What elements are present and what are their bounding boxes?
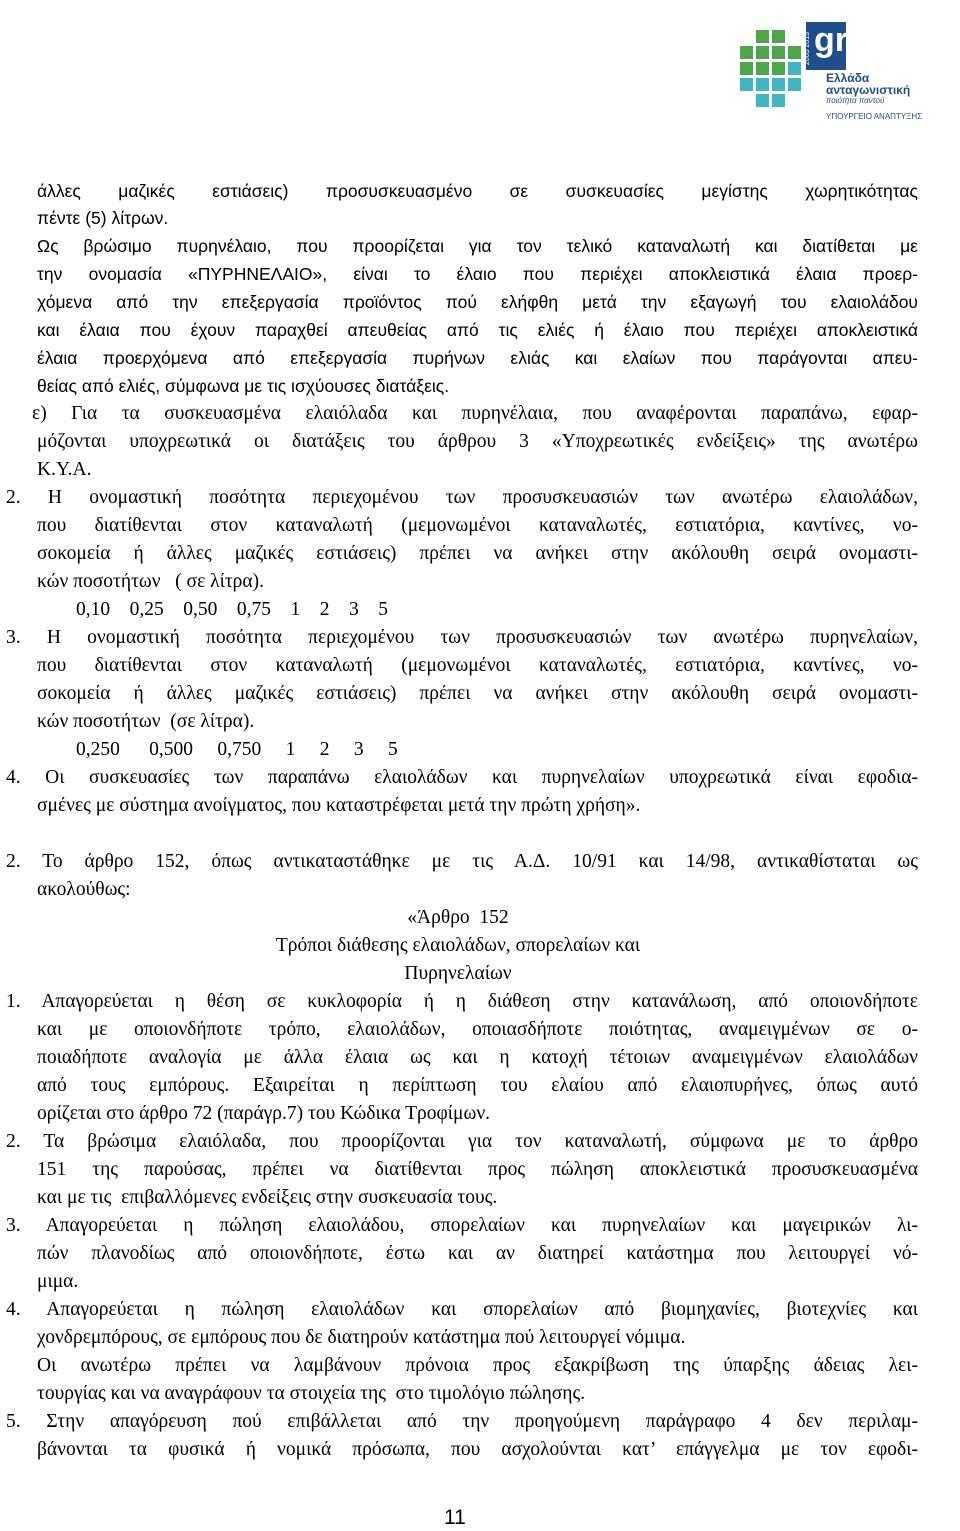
text-line: που διατίθενται στον καταναλωτή (μεμονωμένοι καταναλωτές, εστιατόρια, καντίνες, νο-	[37, 655, 918, 676]
logo-line3: ποιότητα παντού	[826, 96, 885, 105]
text-line: θείας από ελιές, σύμφωνα με τις ισχύουσες διατάξεις.	[37, 376, 450, 396]
quantity-list: 0,10 0,25 0,50 0,75 1 2 3 5	[76, 599, 388, 620]
text-line: χόμενα από την επεξεργασία προϊόντος πού ελήφθη μετά την εξαγωγή του ελαιολάδου	[37, 292, 918, 312]
text-line: ε) Για τα συσκευασμένα ελαιόλαδα και πυρηνέλαια, που αναφέρονται παραπάνω, εφαρ-	[32, 403, 918, 424]
text-line: σμένες με σύστημα ανοίγματος, που καταστρέφεται μετά την πρώτη χρήση».	[37, 795, 641, 816]
text-line: σοκομεία ή άλλες μαζικές εστιάσεις) πρέπει να ανήκει στην ακόλουθη σειρά ονομαστι-	[37, 543, 918, 564]
logo-line2: ανταγωνιστική	[826, 83, 911, 97]
logo-line1: Ελλάδα	[826, 71, 870, 85]
text-line: 1. Απαγορεύεται η θέση σε κυκλοφορία ή η διάθεση στην κατανάλωση, από οποιονδήποτε	[6, 991, 918, 1012]
text-line: 3. Η ονομαστική ποσότητα περιεχομένου των προσυσκευασιών των ανωτέρω πυρηνελαίων,	[6, 627, 918, 648]
text-line: μιμα.	[37, 1271, 79, 1292]
text-line: κών ποσοτήτων ( σε λίτρα).	[37, 571, 264, 592]
text-line: Κ.Υ.Α.	[37, 459, 92, 480]
text-line: πών πλανοδίως από οποιονδήποτε, έστω και αν διατηρεί κατάστημα που λειτουργεί νό-	[37, 1243, 918, 1264]
logo-years: 2005 2013	[804, 32, 811, 66]
text-line: που διατίθενται στον καταναλωτή (μεμονωμένοι καταναλωτές, εστιατόρια, καντίνες, νο-	[37, 515, 918, 536]
text-line: έλαια προερχόμενα από επεξεργασία πυρήνων ελιάς και ελαίων που παράγονται απευ-	[37, 348, 918, 368]
text-line: βάνονται τα φυσικά ή νομικά πρόσωπα, που ασχολούνται κατ’ επάγγελμα με τον εφοδι-	[37, 1439, 918, 1460]
text-line: και με τις επιβαλλόμενες ενδείξεις στην συσκευασία τους.	[37, 1187, 498, 1208]
article-title: Τρόποι διάθεσης ελαιολάδων, σπορελαίων και	[275, 935, 641, 956]
text-line: 4. Οι συσκευασίες των παραπάνω ελαιολάδων και πυρηνελαίων υποχρεωτικά είναι εφοδια-	[6, 767, 918, 788]
logo	[736, 20, 926, 124]
text-line: κών ποσοτήτων (σε λίτρα).	[37, 711, 255, 732]
text-line: Ως βρώσιμο πυρηνέλαιο, που προορίζεται για τον τελικό καταναλωτή και διατίθεται με	[37, 236, 918, 256]
text-line: την ονομασία «ΠΥΡΗΝΕΛΑΙΟ», είναι το έλαιο που περιέχει αποκλειστικά έλαια προερ-	[37, 264, 918, 284]
text-line: 2. Τα βρώσιμα ελαιόλαδα, που προορίζονται για τον καταναλωτή, σύμφωνα με το άρθρο	[6, 1131, 918, 1152]
text-line: χονδρεμπόρους, σε εμπόρους που δε διατηρούν κατάστημα πού λειτουργεί νόμιμα.	[37, 1327, 686, 1348]
text-line: 2. Η ονομαστική ποσότητα περιεχομένου των προσυσκευασιών των ανωτέρω ελαιολάδων,	[6, 487, 918, 508]
text-line: και έλαια που έχουν παραχθεί απευθείας από τις ελιές ή έλαιο που περιέχει αποκλειστικά	[37, 320, 918, 340]
text-line: και με οποιονδήποτε τρόπο, ελαιολάδων, οποιασδήποτε ποιότητας, αναμειγμένων σε ο-	[37, 1019, 918, 1040]
text-line: σοκομεία ή άλλες μαζικές εστιάσεις) πρέπει να ανήκει στην ακόλουθη σειρά ονομαστι-	[37, 683, 918, 704]
logo-line4: ΥΠΟΥΡΓΕΙΟ ΑΝΑΠΤΥΞΗΣ	[826, 112, 923, 121]
page-number: 11	[444, 1506, 466, 1529]
text-line: Οι ανωτέρω πρέπει να λαμβάνουν πρόνοια προς εξακρίβωση της ύπαρξης άδειας λει-	[37, 1355, 918, 1376]
article-title: Πυρηνελαίων	[404, 963, 512, 984]
text-line: 151 της παρούσας, πρέπει να διατίθενται προς πώληση αποκλειστικά προσυσκευασμένα	[37, 1159, 918, 1180]
article-heading: «Άρθρο 152	[407, 907, 509, 928]
logo-badge-text: gr	[814, 21, 848, 59]
quantity-list: 0,250 0,500 0,750 1 2 3 5	[76, 739, 398, 760]
text-line: 2. Το άρθρο 152, όπως αντικαταστάθηκε με τις Α.Δ. 10/91 και 14/98, αντικαθίσταται ως	[6, 851, 918, 872]
text-line: 4. Απαγορεύεται η πώληση ελαιολάδων και σπορελαίων από βιομηχανίες, βιοτεχνίες και	[6, 1299, 918, 1320]
text-line: 5. Στην απαγόρευση πού επιβάλλεται από την προηγούμενη παράγραφο 4 δεν περιλαμ-	[6, 1411, 918, 1432]
text-line: από τους εμπόρους. Εξαιρείται η περίπτωση του ελαίου από ελαιοπυρήνες, όπως αυτό	[37, 1075, 918, 1096]
text-line: τουργίας και να αναγράφουν τα στοιχεία της στο τιμολόγιο πώλησης.	[37, 1383, 586, 1404]
text-line: μόζονται υποχρεωτικά οι διατάξεις του άρθρου 3 «Υποχρεωτικές ενδείξεις» της ανωτέρω	[37, 431, 918, 452]
text-line: άλλες μαζικές εστιάσεις) προσυσκευασμένο σε συσκευασίες μεγίστης χωρητικότητας	[37, 181, 918, 201]
text-line: πέντε (5) λίτρων.	[37, 208, 169, 228]
text-line: ποιαδήποτε αναλογία με άλλα έλαια ως και η κατοχή τέτοιων αναμειγμένων ελαιολάδων	[37, 1047, 918, 1068]
text-line: ορίζεται στο άρθρο 72 (παράγρ.7) του Κώδικα Τροφίμων.	[37, 1103, 491, 1124]
text-line: 3. Απαγορεύεται η πώληση ελαιολάδου, σπορελαίων και πυρηνελαίων και μαγειρικών λι-	[6, 1215, 918, 1236]
text-line: ακολούθως:	[37, 879, 131, 900]
